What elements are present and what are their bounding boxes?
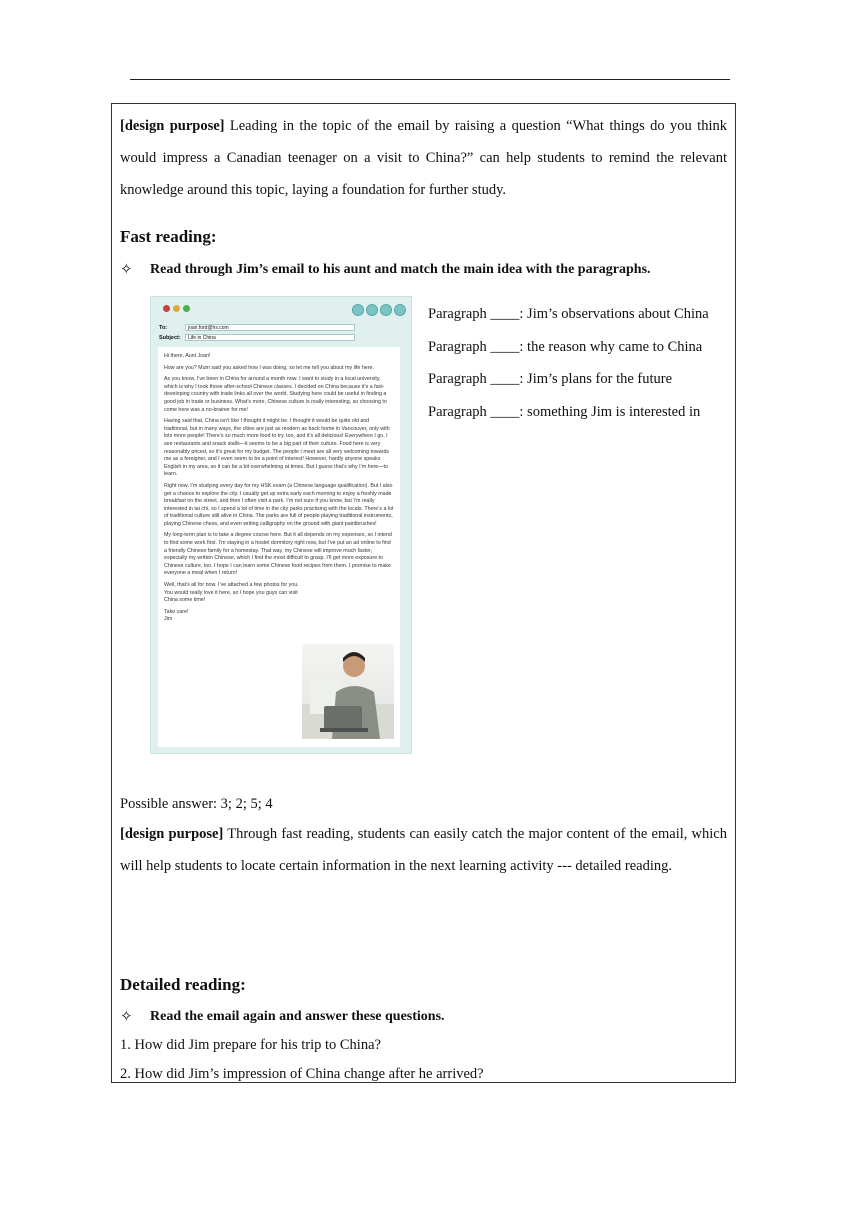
question-2: 2. How did Jim’s impression of China change after he arrived? <box>120 1066 484 1082</box>
content-table <box>111 103 736 1083</box>
email-paragraph: How are you? Mum said you asked how I was doing, so let me tell you about my life here. <box>164 364 374 371</box>
fast-reading-task <box>120 260 651 279</box>
diamond-bullet-icon: ✧ <box>120 1009 133 1025</box>
to-label: To: <box>159 325 168 331</box>
email-paragraph: My long-term plan is to take a degree course here. But it all depends on my expenses, so I intend to find some work first. I’m staying in a hostel dormitory right now, but I’ve put an ad online to find a friendly Chinese family for a homestay. That way, my Chinese will improve much faster, especially my written Chinese, which I find the most difficult to grasp. I’ll get more exposure to Chinese culture, too. I hope I can learn some Chinese food recipes from them. I promise to make everyone a meal when I return! <box>164 532 392 577</box>
reply-icon <box>352 304 364 316</box>
email-titlebar <box>151 297 411 323</box>
fast-reading-heading: Fast reading: <box>120 227 217 246</box>
detailed-reading-instruction: Read the email again and answer these questions. <box>150 1008 445 1024</box>
to-field: joan.ford@hs.com <box>185 324 355 331</box>
forward-icon <box>366 304 378 316</box>
diamond-bullet-icon: ✧ <box>120 262 133 278</box>
email-paragraph: Having said that, China isn’t like I thought it might be. I thought it would be quite old and traditional, but in many ways, the cities are just as modern as back home in Vancouver, only with lots more people! There’s so much more food to try, too, and it’s all delicious! Everywhere I go, I see restaurants and snack stalls—it seems to be a big part of their culture. Food here is very reasonably priced, so it’s great for my budget. The people I meet are all very welcoming towards me as a foreigner, and I even seem to be a point of interest! However, hardly anyone speaks English in my area, so it can be a bit overwhelming at times. But I guess that’s why I’m here—to learn. <box>164 418 390 478</box>
email-greeting: Hi there, Aunt Joan! <box>164 353 211 359</box>
send-icon <box>394 304 406 316</box>
subject-label: Subject: <box>159 335 181 341</box>
email-body <box>158 347 400 747</box>
question-1: 1. How did Jim prepare for his trip to China? <box>120 1037 381 1053</box>
design-purpose-text: Through fast reading, students can easily catch the major content of the email, which will help students to locate certain information in the next learning activity --- detailed reading. <box>120 826 727 874</box>
minimize-dot-icon <box>173 305 180 312</box>
detailed-reading-heading: Detailed reading: <box>120 975 246 994</box>
email-paragraph: Right now, I’m studying every day for my HSK exam (a Chinese language qualification). But I also get a chance to explore the city. I usually get up extra early each morning to enjoy a freshly made breakfast on the street, and then I often visit a park. I’m not sure if you know, but I’m really interested in tai chi, so I spend a lot of time in the city parks practising with the locals. There’s a lot of traditional culture still alive in China. The parks are full of people playing traditional instruments, playing Chinese chess, and even writing calligraphy on the ground with giant paintbrushes! <box>164 482 394 527</box>
email-image <box>150 296 412 754</box>
fast-reading-instruction: Read through Jim’s email to his aunt and match the main idea with the paragraphs. <box>150 261 651 277</box>
match-item-2: Paragraph ____: the reason why came to China <box>428 339 703 355</box>
match-item-1: Paragraph ____: Jim’s observations about China <box>428 306 709 322</box>
email-signoff: Take care! <box>164 608 189 615</box>
design-purpose-label: [design purpose] <box>120 118 225 134</box>
attach-icon <box>380 304 392 316</box>
design-purpose-label: [design purpose] <box>120 826 224 842</box>
design-purpose-text: Leading in the topic of the email by raising a question “What things do you think would impress a Canadian teenager on a visit to China?” can help students to remind the relevant knowledge around this topic, laying a foundation for further study. <box>120 118 727 198</box>
match-item-3: Paragraph ____: Jim’s plans for the future <box>428 371 673 387</box>
jim-photo <box>302 644 394 739</box>
detailed-reading-task <box>120 1007 445 1026</box>
design-purpose-1 <box>120 110 727 206</box>
design-purpose-2 <box>120 818 727 882</box>
match-item-4: Paragraph ____: something Jim is interested in <box>428 404 701 420</box>
header-rule <box>130 79 730 80</box>
email-paragraph: As you know, I’ve been in China for around a month now. I want to study in a local university, which is why I took those after-school Chinese classes. I decided on China because it’s a fast-developing country with trade links all over the world. Studying here could be useful in finding a good job in trade or business. What’s more, Chinese culture is really interesting, so choosing to come here was a no-brainer for me! <box>164 376 387 413</box>
possible-answer: Possible answer: 3; 2; 5; 4 <box>120 796 273 812</box>
email-signature: Jim <box>164 616 173 623</box>
maximize-dot-icon <box>183 305 190 312</box>
subject-field: Life in China <box>185 334 355 341</box>
close-dot-icon <box>163 305 170 312</box>
email-paragraph: Well, that’s all for now. I’ve attached a few photos for you. You would really love it here, so I hope you guys can visit China some time! <box>164 582 299 604</box>
